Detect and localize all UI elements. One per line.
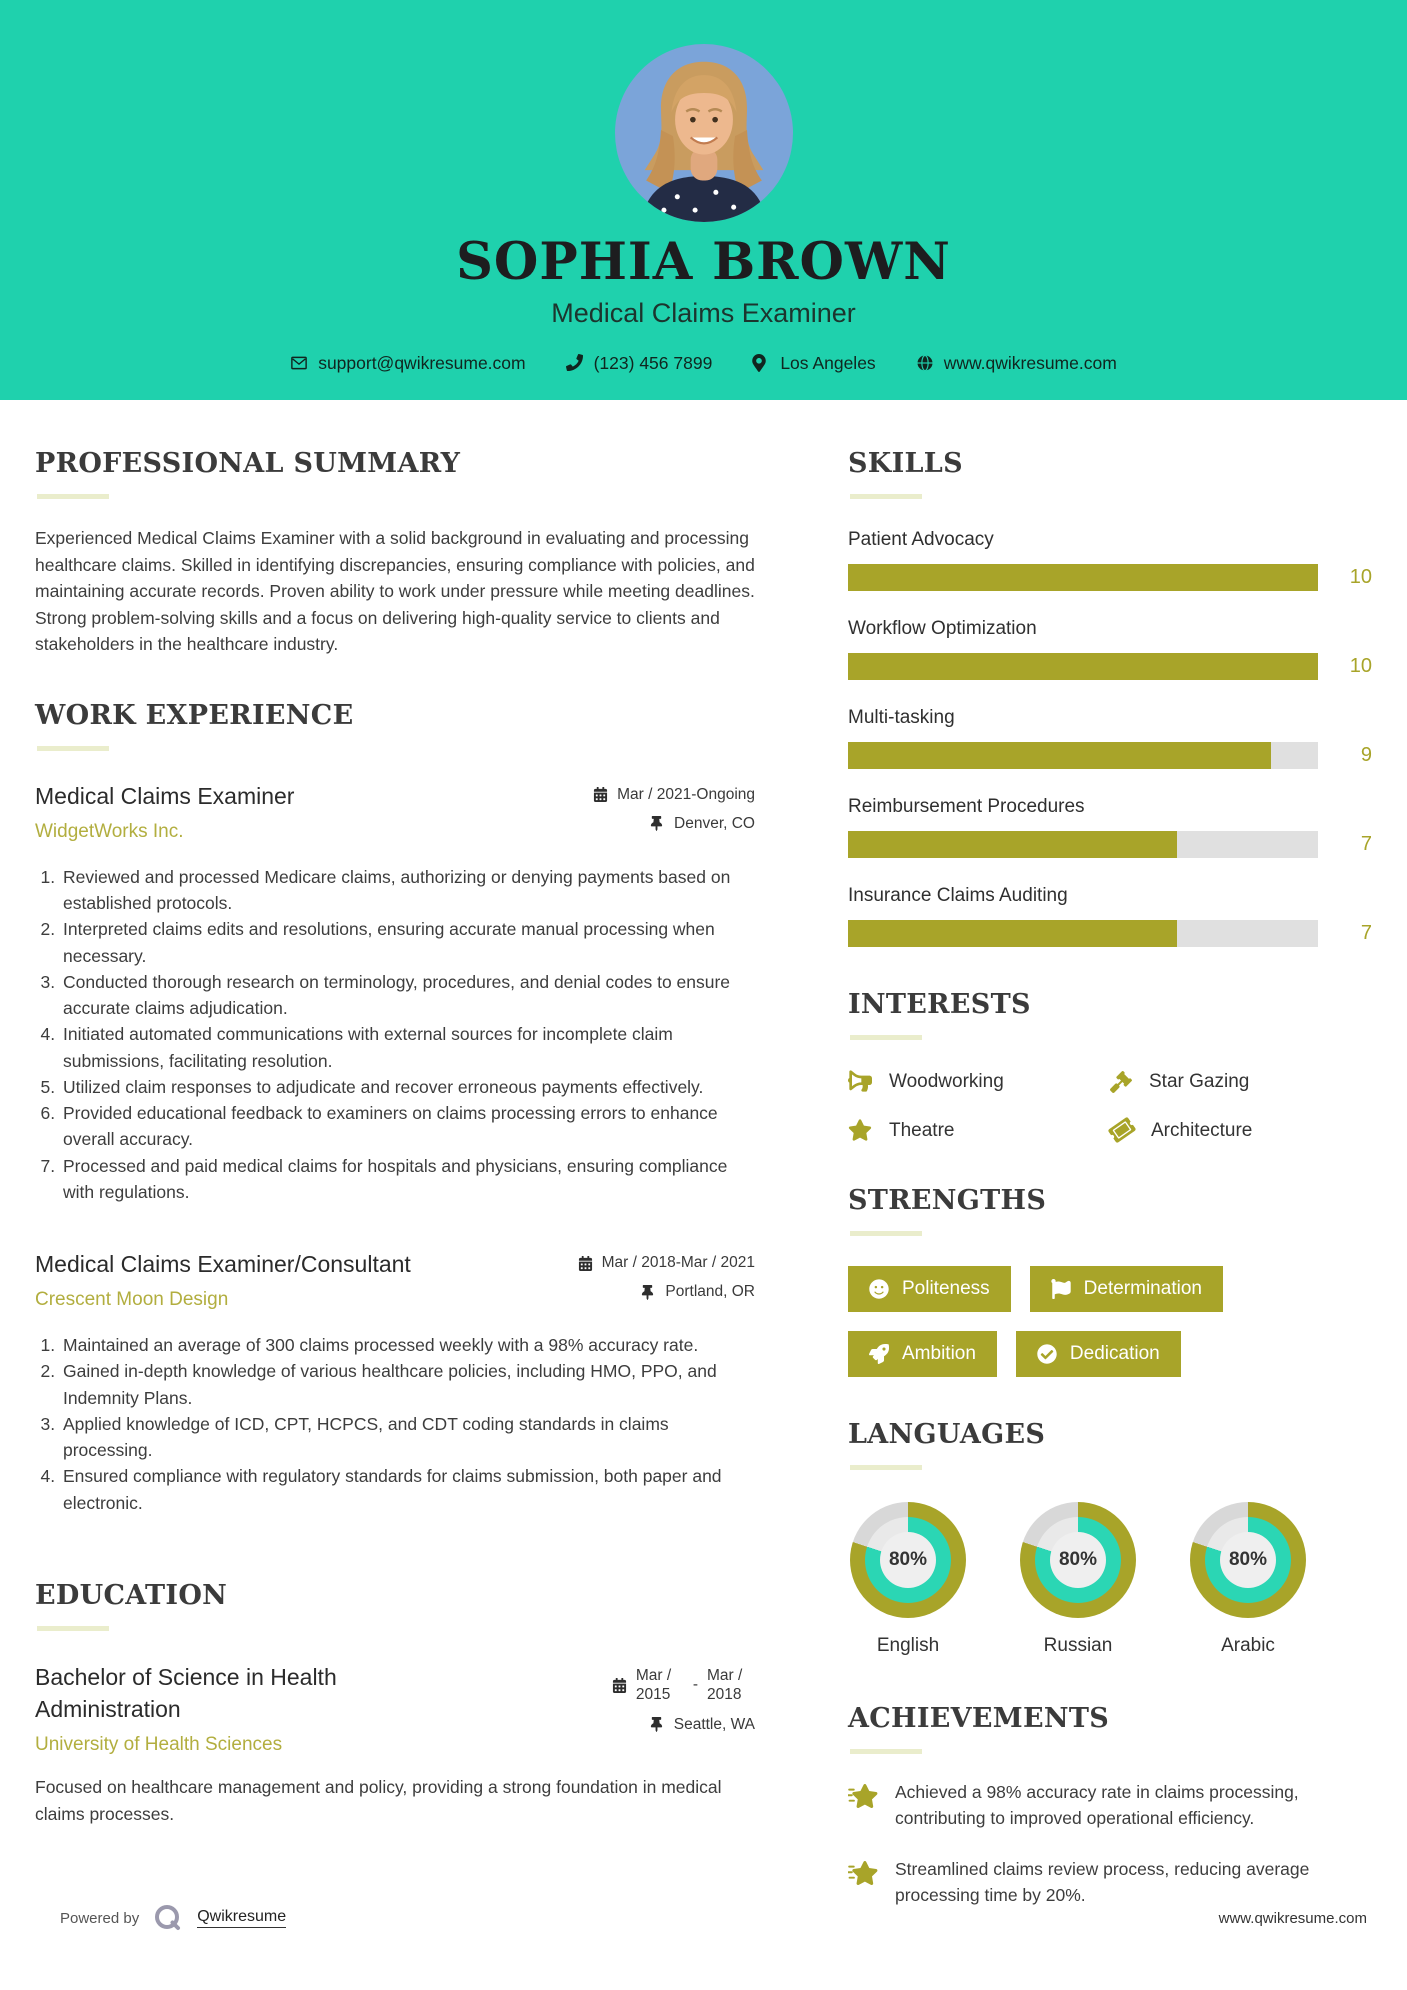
contact-website-text: www.qwikresume.com — [943, 352, 1117, 373]
skill-bar-fill — [848, 653, 1318, 680]
interest-label: Woodworking — [889, 1071, 1004, 1092]
skill-value: 10 — [1349, 655, 1372, 677]
skill-bar-row — [848, 653, 1372, 680]
skill-item — [848, 796, 1372, 858]
interest-item — [1110, 1070, 1372, 1094]
interest-item — [848, 1119, 1110, 1143]
skill-label: Reimbursement Procedures — [848, 796, 1085, 817]
language-donut — [1020, 1502, 1136, 1618]
education-entry — [35, 1661, 755, 1827]
job-bullet: 5. Utilized claim responses to adjudicate and recover erroneous payments effectively. — [60, 1074, 755, 1100]
contact-email[interactable] — [290, 353, 525, 374]
contact-row — [0, 353, 1407, 374]
language-label: Russian — [1043, 1635, 1113, 1656]
skill-bar-track — [848, 831, 1318, 858]
language-label: English — [876, 1635, 940, 1656]
skill-item — [848, 707, 1372, 769]
job-entry — [35, 1249, 755, 1516]
skill-bar-row — [848, 831, 1372, 858]
job-date: Mar / 2021-Ongoing — [617, 785, 755, 803]
smiley-icon — [869, 1279, 889, 1299]
job-bullet: 1. Reviewed and processed Medicare claims, authorizing or denying payments based on established protocols. — [60, 864, 755, 917]
work-heading: WORK EXPERIENCE — [35, 699, 354, 731]
summary-text: Experienced Medical Claims Examiner with a solid background in evaluating and processing healthcare claims. Skilled in identifying discrepancies, ensuring compliance with policies, and maintaining accurate records. Proven ability to work under pressure while meeting deadlines. Strong problem-solving skills and a focus on delivering high-quality service to clients and stakeholders in the healthcare industry. — [35, 528, 755, 655]
job-bullet: 4. Initiated automated communications with external sources for incomplete claim submissions, facilitating resolution. — [60, 1021, 755, 1074]
achievement-item — [848, 1780, 1372, 1831]
skill-label: Workflow Optimization — [848, 618, 1037, 639]
calendar-icon — [578, 1256, 593, 1271]
envelope-icon — [290, 354, 308, 372]
shooting-star-icon — [848, 1783, 878, 1813]
contact-website[interactable] — [916, 353, 1117, 374]
skill-bar-fill — [848, 831, 1177, 858]
interests-grid — [848, 1070, 1372, 1143]
strengths-section — [848, 1185, 1372, 1377]
job-date: Mar / 2018-Mar / 2021 — [601, 1254, 755, 1272]
language-donut — [850, 1502, 966, 1618]
interest-label: Architecture — [1151, 1120, 1253, 1141]
job-bullet: 3. Conducted thorough research on terminology, procedures, and denial codes to ensure accurate claims adjudication. — [60, 969, 755, 1022]
strength-label: Dedication — [1069, 1343, 1160, 1364]
skill-bar-track — [848, 742, 1318, 769]
contact-location[interactable] — [752, 353, 875, 374]
calendar-icon — [593, 787, 608, 802]
ticket-icon — [1110, 1119, 1134, 1143]
education-date-separator: - — [692, 1676, 698, 1694]
heading-underline — [850, 1035, 922, 1040]
avatar-illustration — [615, 44, 793, 222]
heading-underline — [850, 1231, 922, 1236]
qwikresume-brand-link[interactable]: Qwikresume — [197, 1908, 286, 1928]
globe-icon — [916, 354, 934, 372]
job-location: Denver, CO — [674, 814, 755, 832]
left-column — [35, 448, 755, 1909]
heading-underline — [37, 746, 109, 751]
achievements-section — [848, 1703, 1372, 1909]
skill-bar-track — [848, 920, 1318, 947]
strength-badge — [848, 1266, 1011, 1312]
phone-icon — [566, 354, 584, 372]
heading-underline — [850, 1465, 922, 1470]
job-title-block — [35, 781, 294, 843]
skill-value: 9 — [1360, 744, 1372, 766]
powered-by-group — [60, 1902, 286, 1934]
interest-item — [848, 1070, 1110, 1094]
map-pin-icon — [752, 354, 770, 372]
job-bullet: 7. Processed and paid medical claims for hospitals and physicians, ensuring compliance with regulations. — [60, 1153, 755, 1206]
job-bullet: 2. Interpreted claims edits and resolutions, ensuring accurate manual processing when necessary. — [60, 916, 755, 969]
job-bullet: 1. Maintained an average of 300 claims processed weekly with a 98% accuracy rate. — [60, 1332, 755, 1358]
job-location-row — [593, 815, 755, 833]
job-entry — [35, 781, 755, 1205]
powered-by-label: Powered by — [60, 1909, 140, 1927]
job-title: Medical Claims Examiner/Consultant — [35, 1251, 411, 1278]
education-header — [35, 1661, 755, 1756]
flag-icon — [1051, 1279, 1071, 1299]
job-bullet-list — [35, 864, 755, 1205]
strength-badge — [1030, 1266, 1223, 1312]
pushpin-icon — [641, 1285, 656, 1300]
language-item — [1018, 1502, 1138, 1657]
contact-location-text: Los Angeles — [780, 352, 876, 373]
education-description: Focused on healthcare management and policy, providing a strong foundation in medical claims processes. — [35, 1777, 722, 1824]
skill-value: 7 — [1360, 833, 1372, 855]
header — [0, 0, 1407, 400]
skill-label: Insurance Claims Auditing — [848, 885, 1068, 906]
summary-section — [35, 448, 755, 658]
education-section — [35, 1580, 755, 1827]
language-item — [1188, 1502, 1308, 1657]
contact-email-text: support@qwikresume.com — [318, 352, 526, 373]
skill-bar-track — [848, 564, 1318, 591]
skills-section — [848, 448, 1372, 947]
job-location-row — [578, 1283, 755, 1301]
skill-label: Patient Advocacy — [848, 529, 994, 550]
profile-photo — [615, 44, 793, 222]
education-date-row — [612, 1666, 755, 1705]
footer-website: www.qwikresume.com — [1218, 1909, 1367, 1927]
education-date-end: Mar / 2018 — [707, 1666, 743, 1704]
degree-title: Bachelor of Science in Health Administration — [35, 1663, 337, 1723]
rocket-icon — [869, 1344, 889, 1364]
skill-bar-fill — [848, 920, 1177, 947]
skill-bar-fill — [848, 742, 1271, 769]
language-item — [848, 1502, 968, 1657]
skill-item — [848, 529, 1372, 591]
check-circle-icon — [1037, 1344, 1057, 1364]
shooting-star-icon — [848, 1860, 878, 1890]
skill-bar-track — [848, 653, 1318, 680]
interest-label: Theatre — [889, 1120, 955, 1141]
heading-underline — [850, 1749, 922, 1754]
education-date-start: Mar / 2015 — [635, 1666, 672, 1704]
skill-bar-row — [848, 564, 1372, 591]
contact-phone-text: (123) 456 7899 — [593, 352, 713, 373]
skills-heading: SKILLS — [848, 448, 963, 479]
education-location: Seattle, WA — [673, 1715, 755, 1733]
heading-underline — [37, 494, 109, 499]
strength-badge — [1016, 1331, 1181, 1377]
strengths-heading: STRENGTHS — [848, 1185, 1047, 1216]
achievement-text: Streamlined claims review process, reducing average processing time by 20%. — [895, 1859, 1310, 1906]
company-name: Crescent Moon Design — [35, 1289, 229, 1311]
degree-block — [35, 1661, 465, 1756]
interest-item — [1110, 1119, 1372, 1143]
job-bullet: 6. Provided educational feedback to examiners on claims processing errors to enhance overall accuracy. — [60, 1100, 755, 1153]
job-bullet-list — [35, 1332, 755, 1516]
skill-item — [848, 618, 1372, 680]
language-percent: 80% — [1220, 1532, 1276, 1588]
qwikresume-logo-icon — [152, 1902, 184, 1934]
gavel-icon — [1110, 1071, 1132, 1093]
job-title-block — [35, 1249, 411, 1311]
job-meta — [593, 781, 755, 844]
skill-value: 7 — [1360, 922, 1372, 944]
job-header — [35, 1249, 755, 1312]
strength-badge — [848, 1331, 997, 1377]
skill-value: 10 — [1349, 566, 1372, 588]
pushpin-icon — [650, 1717, 665, 1732]
languages-row — [848, 1502, 1372, 1657]
page-footer — [60, 1902, 1367, 1934]
interests-section — [848, 989, 1372, 1143]
main-content — [0, 400, 1407, 1909]
star-icon — [848, 1119, 872, 1143]
languages-section — [848, 1419, 1372, 1657]
job-date-row — [593, 786, 755, 804]
candidate-name: SOPHIA BROWN — [456, 232, 951, 292]
job-header — [35, 781, 755, 844]
job-bullet: 4. Ensured compliance with regulatory standards for claims submission, both paper and electronic. — [60, 1463, 755, 1516]
skill-label: Multi-tasking — [848, 707, 955, 728]
language-label: Arabic — [1221, 1635, 1275, 1656]
school-name: University of Health Sciences — [35, 1734, 283, 1756]
language-donut — [1190, 1502, 1306, 1618]
summary-heading: PROFESSIONAL SUMMARY — [35, 448, 461, 479]
skill-bar-row — [848, 742, 1372, 769]
language-percent: 80% — [880, 1532, 936, 1588]
language-percent: 80% — [1050, 1532, 1106, 1588]
right-column — [848, 448, 1372, 1909]
pushpin-icon — [650, 816, 665, 831]
megaphone-icon — [848, 1070, 872, 1094]
job-meta — [578, 1249, 755, 1312]
strength-label: Ambition — [902, 1343, 976, 1364]
education-location-row — [612, 1716, 755, 1734]
strength-label: Politeness — [902, 1278, 990, 1299]
skill-bar-fill — [848, 564, 1318, 591]
skill-item — [848, 885, 1372, 947]
heading-underline — [37, 1626, 109, 1631]
achievements-heading: ACHIEVEMENTS — [848, 1703, 1110, 1734]
strength-label: Determination — [1083, 1278, 1202, 1299]
strengths-badges — [848, 1266, 1328, 1377]
company-name: WidgetWorks Inc. — [35, 821, 184, 843]
calendar-icon — [612, 1678, 627, 1693]
education-meta — [612, 1661, 755, 1745]
work-experience-section — [35, 700, 755, 1516]
heading-underline — [850, 494, 922, 499]
job-location: Portland, OR — [665, 1283, 755, 1301]
job-bullet: 3. Applied knowledge of ICD, CPT, HCPCS, and CDT coding standards in claims processing. — [60, 1411, 755, 1464]
languages-heading: LANGUAGES — [848, 1419, 1046, 1450]
job-title: Medical Claims Examiner — [35, 782, 295, 809]
contact-phone[interactable] — [566, 353, 713, 374]
job-date-row — [578, 1254, 755, 1272]
interest-label: Star Gazing — [1149, 1071, 1250, 1092]
job-bullet: 2. Gained in-depth knowledge of various healthcare policies, including HMO, PPO, and Indemnity Plans. — [60, 1358, 755, 1411]
skill-bar-row — [848, 920, 1372, 947]
candidate-job-title: Medical Claims Examiner — [551, 297, 856, 328]
interests-heading: INTERESTS — [848, 989, 1031, 1020]
achievement-text: Achieved a 98% accuracy rate in claims processing, contributing to improved operational efficiency. — [895, 1782, 1299, 1828]
education-heading: EDUCATION — [35, 1579, 228, 1611]
